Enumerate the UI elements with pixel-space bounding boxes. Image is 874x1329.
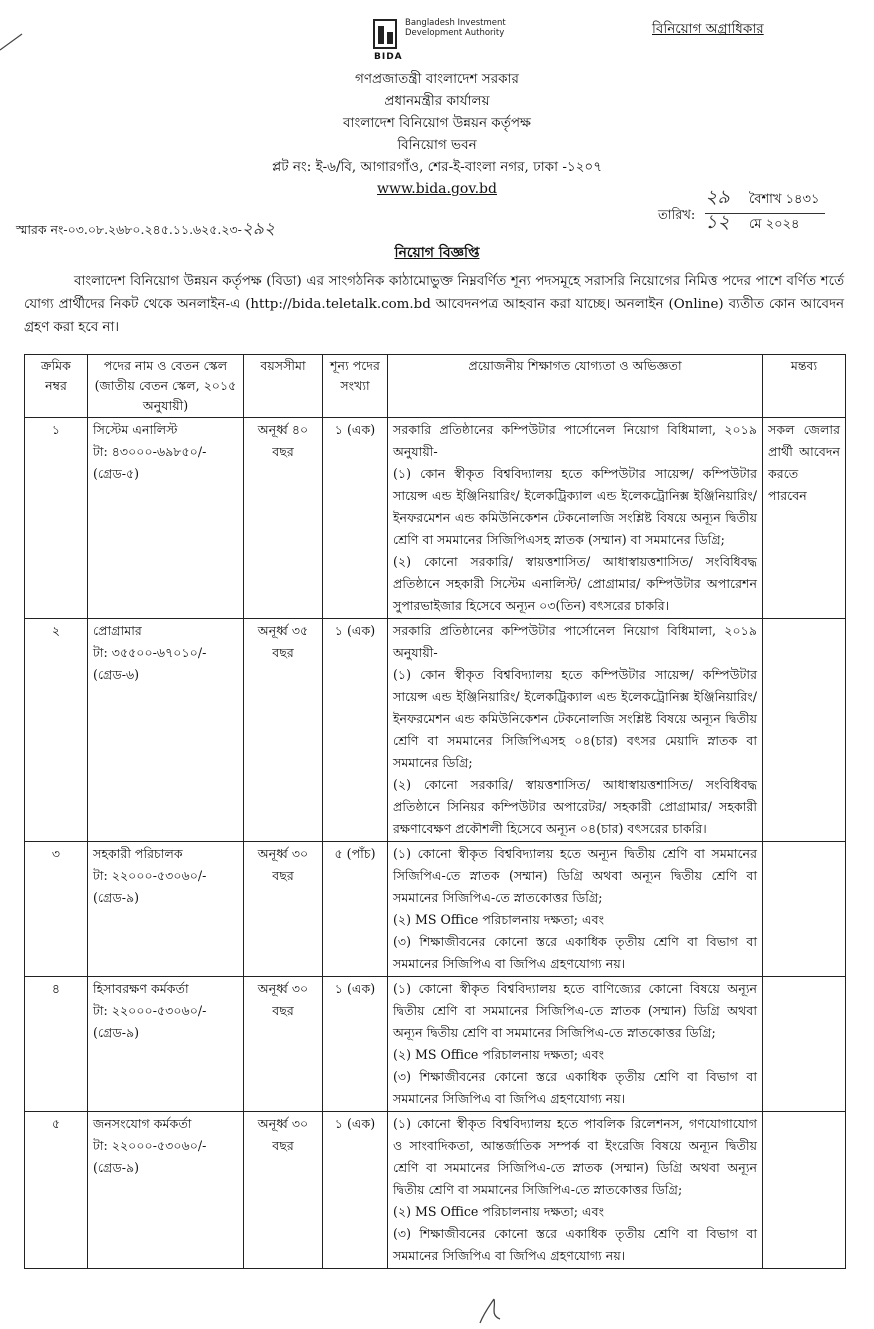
table-row bbox=[25, 418, 846, 619]
row-post bbox=[88, 418, 244, 619]
row-serial: ২ bbox=[25, 619, 88, 842]
qualification-item: (২) MS Office পরিচালনায় দক্ষতা; এবং bbox=[393, 1047, 605, 1062]
row-remarks-empty bbox=[763, 842, 846, 977]
qualification-item: (২) MS Office পরিচালনায় দক্ষতা; এবং bbox=[393, 912, 605, 927]
logo-abbr: BIDA bbox=[374, 52, 403, 62]
row-serial: ১ bbox=[25, 418, 88, 619]
memo-reference bbox=[16, 216, 275, 244]
qualification-item: (২) কোনো সরকারি/ স্বায়ত্তশাসিত/ আধাস্বায়ত্তশাসিত/ সংবিধিবদ্ধ প্রতিষ্ঠানে সহকারী সিস্টেম এনালিস্ট/ প্রোগ্রামার/ কম্পিউটার অপারেশন সুপারভাইজার হিসেবে অন্যূন ০৩(তিন) বৎসরের চাকরি। bbox=[393, 554, 757, 613]
date-label: তারিখ: bbox=[658, 208, 696, 223]
notice-title: নিয়োগ বিজ্ঞপ্তি bbox=[394, 245, 480, 261]
row-age: অনূর্ধ্ব ৩০ বছর bbox=[244, 842, 323, 977]
row-count: ১ (এক) bbox=[323, 977, 388, 1112]
row-post bbox=[88, 619, 244, 842]
header-line1: গণপ্রজাতন্ত্রী বাংলাদেশ সরকার bbox=[355, 71, 519, 87]
row-post bbox=[88, 977, 244, 1112]
header-remarks: মন্তব্য bbox=[763, 355, 846, 418]
post-pay: টা: ৩৫৫০০-৬৭০১০/- bbox=[93, 645, 207, 660]
bida-logo bbox=[372, 18, 506, 62]
table-header-row bbox=[25, 355, 846, 418]
date-english: মে ২০২৪ bbox=[749, 217, 800, 232]
vacancy-table bbox=[24, 354, 846, 1269]
qualification-item: (১) কোন স্বীকৃত বিশ্ববিদ্যালয় হতে কম্পিউটার সায়েন্স/ কম্পিউটার সায়েন্স এন্ড ইঞ্জিনিয়ারিং/ ইলেকট্রিক্যাল এন্ড ইলেকট্রোনিক্স ইঞ্জিনিয়ারিং/ ইনফরমেশন এন্ড কমিউনিকেশন টেকনোলজি সংশ্লিষ্ট বিষয়ে অন্যূন দ্বিতীয় শ্রেণি বা সমমানের সিজিপিএসহ স্নাতক (সম্মান) বা সমমানের ডিগ্রি; bbox=[393, 466, 757, 547]
letterhead bbox=[0, 68, 874, 200]
post-pay: টা: ৪৩০০০-৬৯৮৫০/- bbox=[93, 444, 207, 459]
row-age: অনূর্ধ্ব ৩০ বছর bbox=[244, 977, 323, 1112]
post-grade: (গ্রেড-৬) bbox=[93, 667, 140, 682]
authority-tag: বিনিয়োগ অগ্রাধিকার bbox=[652, 21, 764, 37]
intro-paragraph: বাংলাদেশ বিনিয়োগ উন্নয়ন কর্তৃপক্ষ (বিডা) এর সাংগঠনিক কাঠামোভুক্ত নিম্নবর্ণিত শূন্য পদসমূহে সরাসরি নিয়োগের নিমিত্ত পদের পাশে বর্ণিত শর্তে যোগ্য প্রার্থীদের নিকট থেকে অনলাইন-এ (http://bida.teletalk.com.bd আবেদনপত্র আহবান করা যাচ্ছে। অনলাইন (Online) ব্যতীত কোন আবেদন গ্রহণ করা হবে না। bbox=[24, 274, 844, 335]
header-post: পদের নাম ও বেতন স্কেল (জাতীয় বেতন স্কেল, ২০১৫ অনুযায়ী) bbox=[88, 355, 244, 418]
row-count: ১ (এক) bbox=[323, 1112, 388, 1269]
table-row bbox=[25, 842, 846, 977]
header-line5: প্লট নং: ই-৬/বি, আগারগাঁও, শের-ই-বাংলা নগর, ঢাকা -১২০৭ bbox=[272, 159, 602, 175]
date-divider bbox=[705, 213, 825, 214]
qualification-item: (২) MS Office পরিচালনায় দক্ষতা; এবং bbox=[393, 1204, 605, 1219]
post-grade: (গ্রেড-৯) bbox=[93, 1160, 140, 1175]
row-serial: ৩ bbox=[25, 842, 88, 977]
post-name: জনসংযোগ কর্মকর্তা bbox=[93, 1116, 192, 1131]
post-name: প্রোগ্রামার bbox=[93, 623, 142, 638]
date-bn-handwritten: ২৯ bbox=[705, 186, 730, 208]
qualification-item: (৩) শিক্ষাজীবনের কোনো স্তরে একাধিক তৃতীয় শ্রেণি বা বিভাগ বা সমমানের সিজিপিএ বা জিপিএ গ্রহণযোগ্য নয়। bbox=[393, 1069, 757, 1106]
logo-name-line2: Development Authority bbox=[405, 28, 505, 38]
page-edge-mark bbox=[0, 30, 24, 54]
header-qualification: প্রয়োজনীয় শিক্ষাগত যোগ্যতা ও অভিজ্ঞতা bbox=[388, 355, 763, 418]
row-serial: ৪ bbox=[25, 977, 88, 1112]
header-line4: বিনিয়োগ ভবন bbox=[397, 137, 477, 153]
row-age: অনূর্ধ্ব ৩০ বছর bbox=[244, 1112, 323, 1269]
qualification-item: (১) কোনো স্বীকৃত বিশ্ববিদ্যালয় হতে পাবলিক রিলেশনস, গণযোগাযোগ ও সাংবাদিকতা, আন্তর্জাতিক সম্পর্ক বা ইংরেজি বিষয়ে অন্যূন দ্বিতীয় শ্রেণি বা সমমানের সিজিপিএ-তে স্নাতক (সম্মান) ডিগ্রি অথবা অন্যূন দ্বিতীয় শ্রেণি বা সমমানের সিজিপিএ-তে স্নাতকোত্তর ডিগ্রি; bbox=[393, 1116, 757, 1197]
post-name: সহকারী পরিচালক bbox=[93, 846, 183, 861]
qualification-item: সরকারি প্রতিষ্ঠানের কম্পিউটার পার্সোনেল নিয়োগ বিধিমালা, ২০১৯ অনুযায়ী- bbox=[393, 623, 757, 660]
row-count: ৫ (পাঁচ) bbox=[323, 842, 388, 977]
post-pay: টা: ২২০০০-৫৩০৬০/- bbox=[93, 868, 207, 883]
row-qualification bbox=[388, 1112, 763, 1269]
qualification-item: (১) কোন স্বীকৃত বিশ্ববিদ্যালয় হতে কম্পিউটার সায়েন্স/ কম্পিউটার সায়েন্স এন্ড ইঞ্জিনিয়ারিং/ ইলেকট্রিক্যাল এন্ড ইলেকট্রোনিক্স ইঞ্জিনিয়ারিং/ ইনফরমেশন এন্ড কমিউনিকেশন টেকনোলজি সংশ্লিষ্ট বিষয়ে অন্যূন দ্বিতীয় শ্রেণি বা সমমানের সিজিপিএসহ ০৪(চার) বৎসর মেয়াদি স্নাতক বা সমমানের ডিগ্রি; bbox=[393, 667, 757, 770]
post-grade: (গ্রেড-৯) bbox=[93, 1025, 140, 1040]
qualification-item: (১) কোনো স্বীকৃত বিশ্ববিদ্যালয় হতে বাণিজ্যের কোনো বিষয়ে অন্যূন দ্বিতীয় শ্রেণি বা সমমানের সিজিপিএ-তে স্নাতক (সম্মান) ডিগ্রি অথবা অন্যূন দ্বিতীয় শ্রেণি বা সমমানের সিজিপিএ-তে স্নাতকোত্তর ডিগ্রি; bbox=[393, 981, 757, 1040]
logo-name-line1: Bangladesh Investment bbox=[405, 18, 506, 28]
row-remarks: সকল জেলার প্রার্থী আবেদন করতে পারবেন bbox=[763, 418, 846, 619]
row-qualification bbox=[388, 418, 763, 619]
date-en-handwritten: ১২ bbox=[705, 211, 730, 233]
header-serial: ক্রমিক নম্বর bbox=[25, 355, 88, 418]
row-count: ১ (এক) bbox=[323, 418, 388, 619]
row-remarks-empty bbox=[763, 1112, 846, 1269]
row-qualification bbox=[388, 977, 763, 1112]
qualification-item: (২) কোনো সরকারি/ স্বায়ত্তশাসিত/ আধাস্বায়ত্তশাসিত/ সংবিধিবদ্ধ প্রতিষ্ঠানে সিনিয়র কম্পিউটার অপারেটর/ সহকারী প্রোগ্রামার/ সহকারী রক্ষণাবেক্ষণ প্রকৌশলী হিসেবে অন্যূন ০৪(চার) বৎসরের চাকরি। bbox=[393, 777, 757, 836]
row-remarks-empty bbox=[763, 619, 846, 842]
row-count: ১ (এক) bbox=[323, 619, 388, 842]
row-age: অনূর্ধ্ব ৩৫ বছর bbox=[244, 619, 323, 842]
header-count: শূন্য পদের সংখ্যা bbox=[323, 355, 388, 418]
memo-ref-prefix: স্মারক নং-০৩.০৮.২৬৮০.২৪৫.১১.৬২৫.২৩- bbox=[16, 222, 242, 237]
qualification-item: সরকারি প্রতিষ্ঠানের কম্পিউটার পার্সোনেল নিয়োগ বিধিমালা, ২০১৯ অনুযায়ী- bbox=[393, 422, 757, 459]
post-pay: টা: ২২০০০-৫৩০৬০/- bbox=[93, 1138, 207, 1153]
row-post bbox=[88, 842, 244, 977]
row-serial: ৫ bbox=[25, 1112, 88, 1269]
row-post bbox=[88, 1112, 244, 1269]
post-name: হিসাবরক্ষণ কর্মকর্তা bbox=[93, 981, 189, 996]
website-link[interactable]: www.bida.gov.bd bbox=[377, 181, 497, 197]
row-age: অনূর্ধ্ব ৪০ বছর bbox=[244, 418, 323, 619]
row-qualification bbox=[388, 619, 763, 842]
table-row bbox=[25, 977, 846, 1112]
qualification-item: (১) কোনো স্বীকৃত বিশ্ববিদ্যালয় হতে অন্যূন দ্বিতীয় শ্রেণি বা সমমানের সিজিপিএ-তে স্নাতক (সম্মান) ডিগ্রি অথবা অন্যূন দ্বিতীয় শ্রেণি বা সমমানের সিজিপিএ-তে স্নাতকোত্তর ডিগ্রি; bbox=[393, 846, 757, 905]
row-qualification bbox=[388, 842, 763, 977]
post-pay: টা: ২২০০০-৫৩০৬০/- bbox=[93, 1003, 207, 1018]
header-line3: বাংলাদেশ বিনিয়োগ উন্নয়ন কর্তৃপক্ষ bbox=[343, 115, 531, 131]
qualification-item: (৩) শিক্ষাজীবনের কোনো স্তরে একাধিক তৃতীয় শ্রেণি বা বিভাগ বা সমমানের সিজিপিএ বা জিপিএ গ্রহণযোগ্য নয়। bbox=[393, 934, 757, 971]
header-age: বয়সসীমা bbox=[244, 355, 323, 418]
table-row bbox=[25, 619, 846, 842]
row-remarks-empty bbox=[763, 977, 846, 1112]
date-bengali: বৈশাখ ১৪৩১ bbox=[749, 192, 820, 207]
date-block bbox=[705, 186, 819, 236]
post-grade: (গ্রেড-৯) bbox=[93, 890, 140, 905]
qualification-item: (৩) শিক্ষাজীবনের কোনো স্তরে একাধিক তৃতীয় শ্রেণি বা বিভাগ বা সমমানের সিজিপিএ বা জিপিএ গ্রহণযোগ্য নয়। bbox=[393, 1226, 757, 1263]
post-name: সিস্টেম এনালিস্ট bbox=[93, 422, 178, 437]
post-grade: (গ্রেড-৫) bbox=[93, 466, 140, 481]
memo-ref-handwritten: ২৯২ bbox=[241, 219, 275, 239]
table-row bbox=[25, 1112, 846, 1269]
bida-logo-icon bbox=[372, 18, 400, 50]
signature-mark bbox=[450, 1295, 530, 1325]
header-line2: প্রধানমন্ত্রীর কার্যালয় bbox=[384, 93, 490, 109]
